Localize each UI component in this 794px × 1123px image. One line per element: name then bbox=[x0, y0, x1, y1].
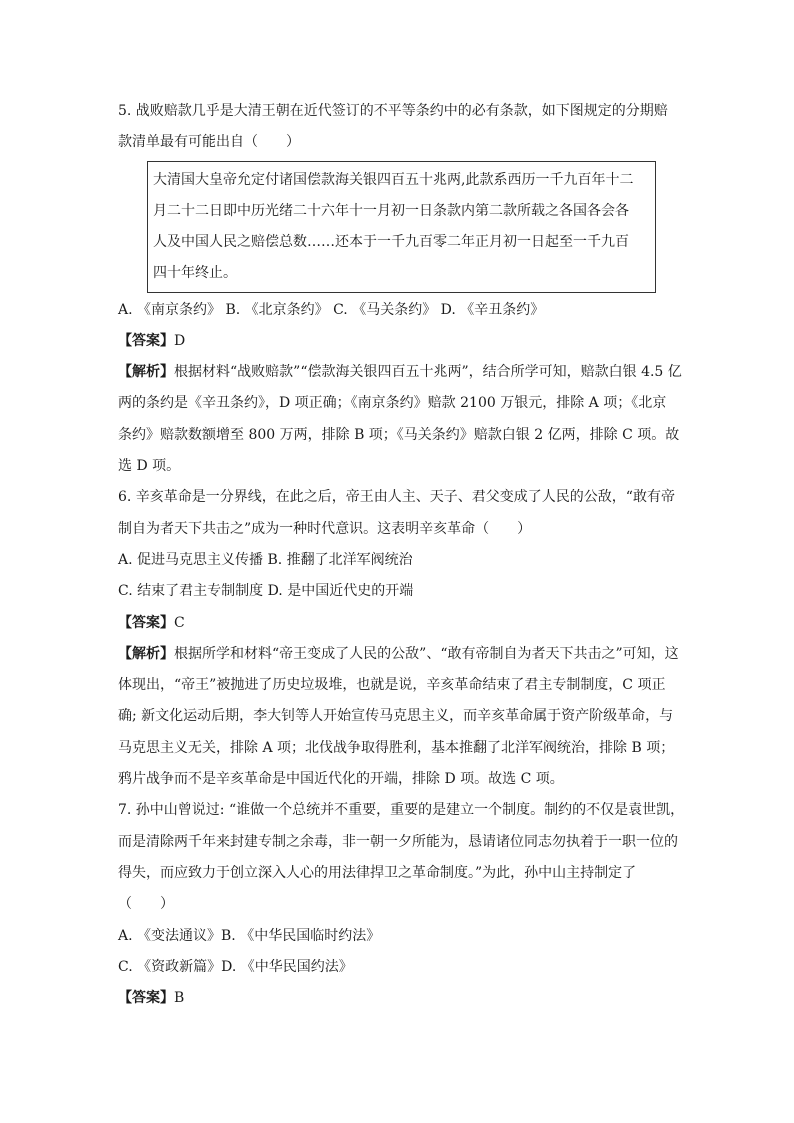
question-7 bbox=[118, 795, 685, 1014]
analysis-text: 根据材料“战败赔款”“偿款海关银四百五十兆两”，结合所学可知，赔款白银 4.5 亿 bbox=[174, 364, 682, 381]
question-stem: 7. 孙中山曾说过: “谁做一个总统并不重要，重要的是建立一个制度。制约的不仅是袁世凯， bbox=[118, 802, 685, 819]
options: A. 促进马克思主义传播 B. 推翻了北洋军阀统治 bbox=[118, 551, 413, 568]
material-box bbox=[147, 161, 656, 293]
answer-value: C bbox=[174, 614, 185, 631]
answer-label: 【答案】 bbox=[118, 332, 174, 349]
question-stem: 而是清除两千年来封建专制之余毒，非一朝一夕所能为，恳请诸位同志勿执着于一职一位的 bbox=[118, 833, 678, 850]
question-5 bbox=[118, 96, 682, 482]
options: C. 《资政新篇》D. 《中华民国约法》 bbox=[118, 958, 353, 975]
analysis-text: 鸦片战争而不是辛亥革命是中国近代化的开端，排除 D 项。故选 C 项。 bbox=[118, 771, 564, 788]
answer-line bbox=[118, 608, 678, 639]
document-page bbox=[118, 96, 685, 1014]
analysis-text: 条约》赔款数额增至 800 万两，排除 B 项；《马关条约》赔款白银 2 亿两，排除 C 项。故 bbox=[118, 426, 680, 443]
analysis-line bbox=[118, 357, 682, 388]
material-line: 大清国大皇帝允定付诸国偿款海关银四百五十兆两,此款系西历一千九百年十二 bbox=[153, 171, 634, 188]
answer-value: D bbox=[174, 332, 186, 349]
question-stem: 6. 辛亥革命是一分界线，在此之后，帝王由人主、天子、君父变成了人民的公敌，“敢有帝 bbox=[118, 489, 675, 506]
question-stem: 制自为者天下共击之”成为一种时代意识。这表明辛亥革命（ ） bbox=[118, 520, 532, 537]
answer-label: 【答案】 bbox=[118, 990, 174, 1007]
options: C. 结束了君主专制制度 D. 是中国近代史的开端 bbox=[118, 583, 414, 600]
analysis-text: 体现出，“帝王”被抛进了历史垃圾堆，也就是说，辛亥革命结束了君主专制制度，C 项正 bbox=[118, 677, 666, 694]
question-stem: 得失，而应致力于创立深入人心的用法律捍卫之革命制度。”为此，孙中山主持制定了 bbox=[118, 864, 637, 881]
analysis-label: 【解析】 bbox=[118, 645, 174, 662]
answer-line bbox=[118, 326, 678, 357]
analysis-label: 【解析】 bbox=[118, 364, 174, 381]
options: A. 《变法通议》B. 《中华民国临时约法》 bbox=[118, 927, 381, 944]
material-line: 月二十二日即中历光绪二十六年十一月初一日条款内第二款所载之各国各会各 bbox=[153, 202, 629, 219]
options: A. 《南京条约》 B. 《北京条约》 C. 《马关条约》 D. 《辛丑条约》 bbox=[118, 301, 545, 318]
answer-line bbox=[118, 983, 678, 1014]
analysis-text: 根据所学和材料“帝王变成了人民的公敌”、“敢有帝制自为者天下共击之”可知，这 bbox=[174, 645, 679, 662]
analysis-text: 两的条约是《辛丑条约》，D 项正确；《南京条约》赔款 2100 万银元，排除 A 项；《北京 bbox=[118, 395, 667, 412]
material-line: 人及中国人民之赔偿总数……还本于一千九百零二年正月初一日起至一千九百 bbox=[153, 233, 629, 250]
question-6 bbox=[118, 482, 678, 795]
material-line: 四十年终止。 bbox=[153, 264, 237, 281]
analysis-text: 马克思主义无关，排除 A 项；北伐战争取得胜利，基本推翻了北洋军阀统治，排除 B 项； bbox=[118, 739, 675, 756]
analysis-text: 选 D 项。 bbox=[118, 458, 181, 475]
analysis-text: 确; 新文化运动后期，李大钊等人开始宣传马克思主义，而辛亥革命属于资产阶级革命，与 bbox=[118, 708, 674, 725]
analysis-line bbox=[118, 639, 678, 670]
question-stem: 款清单最有可能出自（ ） bbox=[118, 134, 300, 151]
answer-label: 【答案】 bbox=[118, 614, 174, 631]
question-stem: （ ） bbox=[118, 896, 174, 913]
answer-value: B bbox=[174, 990, 185, 1007]
question-stem: 5. 战败赔款几乎是大清王朝在近代签订的不平等条约中的必有条款，如下图规定的分期赔 bbox=[118, 103, 668, 119]
